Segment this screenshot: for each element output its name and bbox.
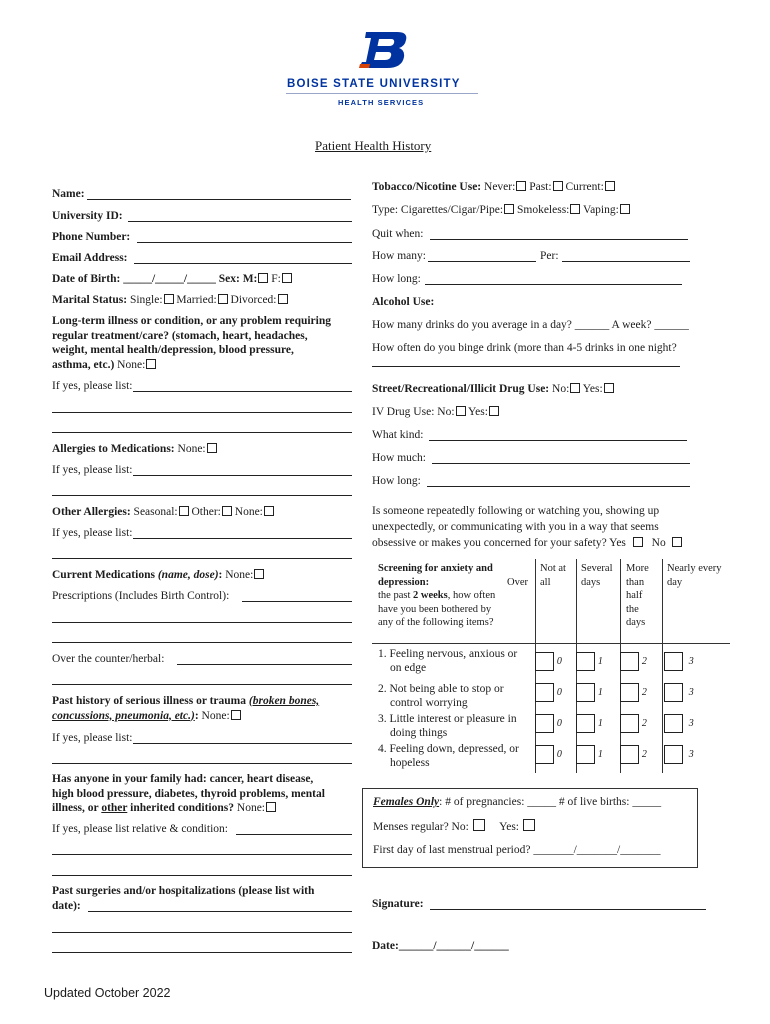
single-label: Single: bbox=[129, 294, 163, 306]
item-3-line1: 3. Little interest or pleasure in bbox=[378, 713, 517, 725]
females-only-label: Females Only bbox=[373, 796, 440, 808]
row4-score-2 bbox=[620, 745, 647, 764]
screening-line3a: the past bbox=[378, 590, 411, 601]
vaping-label: Vaping: bbox=[583, 204, 619, 216]
dob-label: Date of Birth: _____/_____/_____ bbox=[52, 273, 216, 285]
smokeless-label: Smokeless: bbox=[516, 204, 570, 216]
longterm-question bbox=[52, 314, 362, 372]
row1-num-1: 1 bbox=[597, 656, 603, 668]
name-label: Name: bbox=[52, 188, 85, 200]
row2-num-3: 3 bbox=[688, 687, 694, 699]
row3-num-1: 1 bbox=[597, 718, 603, 730]
longterm-if-yes: If yes, please list: bbox=[52, 380, 133, 392]
drug-no-checkbox[interactable] bbox=[570, 383, 580, 393]
family-line3b: other bbox=[101, 802, 128, 814]
longterm-line4: asthma, etc.) bbox=[52, 358, 115, 371]
iv-no-checkbox[interactable] bbox=[456, 406, 466, 416]
vaping-checkbox[interactable] bbox=[620, 204, 630, 214]
screening-over: Over bbox=[507, 576, 528, 588]
longterm-line3: weight, mental health/depression, blood pressure, bbox=[52, 344, 294, 356]
row1-checkbox-2[interactable] bbox=[620, 652, 639, 671]
item-1-line1: 1. Feeling nervous, anxious or bbox=[378, 648, 518, 660]
relative-field-1[interactable] bbox=[236, 834, 352, 835]
row2-num-0: 0 bbox=[556, 687, 562, 699]
prescriptions-field-3[interactable] bbox=[52, 642, 352, 643]
otc-field-1[interactable] bbox=[177, 664, 352, 665]
marital-label: Marital Status: bbox=[52, 294, 128, 306]
row2-score-0 bbox=[535, 683, 562, 702]
per-field[interactable] bbox=[562, 261, 690, 262]
allergies-med-if-yes: If yes, please list: bbox=[52, 464, 133, 476]
row2-score-3 bbox=[664, 683, 694, 702]
surgeries-line1: Past surgeries and/or hospitalizations (please list with bbox=[52, 885, 315, 897]
col-header-several-days: Several days bbox=[581, 563, 613, 588]
drug-no-label: No: bbox=[552, 383, 570, 395]
allergies-med-field-1[interactable] bbox=[133, 475, 352, 476]
header-divider bbox=[286, 93, 478, 94]
other-allergies-field-1[interactable] bbox=[133, 538, 352, 539]
current-meds-label: Current Medications bbox=[52, 569, 155, 581]
row3-score-3 bbox=[664, 714, 694, 733]
iv-label: IV Drug Use: bbox=[372, 406, 435, 418]
longterm-field-1[interactable] bbox=[133, 391, 352, 392]
row2-score-1 bbox=[576, 683, 603, 702]
other-allergies-if-yes: If yes, please list: bbox=[52, 527, 133, 539]
iv-yes-label: Yes: bbox=[467, 406, 488, 418]
longterm-line1: Long-term illness or condition, or any problem requiring bbox=[52, 315, 331, 327]
safety-no-checkbox[interactable] bbox=[672, 537, 682, 547]
safety-line2: unexpectedly, or communicating with you in a way that seems bbox=[372, 521, 659, 533]
never-label: Never: bbox=[484, 181, 516, 193]
how-much-label: How much: bbox=[372, 452, 426, 464]
drinks-question: How many drinks do you average in a day? ______ A week? ______ bbox=[372, 319, 689, 331]
seasonal-label: Seasonal: bbox=[133, 506, 178, 518]
longterm-field-3[interactable] bbox=[52, 432, 352, 433]
row2-checkbox-0[interactable] bbox=[535, 683, 554, 702]
row4-num-2: 2 bbox=[641, 749, 647, 761]
row2-score-2 bbox=[620, 683, 647, 702]
row4-score-1 bbox=[576, 745, 603, 764]
row2-checkbox-3[interactable] bbox=[664, 683, 683, 702]
drug-yes-label: Yes: bbox=[582, 383, 603, 395]
screening-table bbox=[372, 559, 730, 773]
relative-field-3[interactable] bbox=[52, 875, 352, 876]
smokeless-checkbox[interactable] bbox=[570, 204, 580, 214]
row3-checkbox-2[interactable] bbox=[620, 714, 639, 733]
per-label: Per: bbox=[540, 250, 559, 262]
what-kind-field[interactable] bbox=[429, 440, 687, 441]
screening-item-4 bbox=[378, 742, 534, 770]
current-meds-row: Current Medications (name, dose): None: bbox=[52, 568, 264, 582]
name-field[interactable] bbox=[87, 199, 351, 200]
screening-line1: Screening for anxiety and bbox=[378, 563, 493, 574]
drug-how-long-field[interactable] bbox=[427, 486, 690, 487]
what-kind-label: What kind: bbox=[372, 429, 424, 441]
email-field[interactable] bbox=[134, 263, 352, 264]
menses-label: Menses regular? No: bbox=[373, 821, 469, 833]
family-line2: high blood pressure, diabetes, thyroid problems, mental bbox=[52, 787, 325, 800]
seasonal-checkbox[interactable] bbox=[179, 506, 189, 516]
current-meds-none-label: None: bbox=[225, 569, 254, 581]
married-checkbox[interactable] bbox=[218, 294, 228, 304]
relative-label: If yes, please list relative & condition: bbox=[52, 823, 228, 835]
row3-checkbox-1[interactable] bbox=[576, 714, 595, 733]
drug-row bbox=[372, 382, 614, 396]
item-2-line2: control worrying bbox=[390, 697, 468, 709]
past-history-label: Past history of serious illness or trauma bbox=[52, 695, 247, 707]
row3-checkbox-0[interactable] bbox=[535, 714, 554, 733]
past-history-field-2[interactable] bbox=[52, 763, 352, 764]
prescriptions-label: Prescriptions (Includes Birth Control): bbox=[52, 590, 230, 602]
row1-score-0 bbox=[535, 652, 562, 671]
drug-yes-checkbox[interactable] bbox=[604, 383, 614, 393]
screening-line3b: 2 weeks bbox=[413, 590, 448, 601]
row1-score-3 bbox=[664, 652, 694, 671]
longterm-none-label: None: bbox=[117, 358, 146, 371]
surgeries-field-2[interactable] bbox=[52, 932, 352, 933]
menses-yes-checkbox[interactable] bbox=[523, 819, 535, 831]
longterm-none-checkbox[interactable] bbox=[146, 359, 156, 369]
allergies-med-label: Allergies to Medications: bbox=[52, 443, 175, 455]
safety-yes-checkbox[interactable] bbox=[633, 537, 643, 547]
screening-header-rule bbox=[372, 643, 730, 644]
tobacco-how-long-field[interactable] bbox=[425, 284, 682, 285]
how-many-field[interactable] bbox=[428, 261, 536, 262]
row1-num-3: 3 bbox=[688, 656, 694, 668]
screening-line5: any of the following items? bbox=[378, 617, 494, 628]
other-allergies-field-2[interactable] bbox=[52, 558, 352, 559]
logo bbox=[357, 30, 409, 70]
iv-row bbox=[372, 405, 499, 419]
past-history-if-yes: If yes, please list: bbox=[52, 732, 133, 744]
row1-num-0: 0 bbox=[556, 656, 562, 668]
screening-item-3 bbox=[378, 712, 534, 740]
divorced-label: Divorced: bbox=[230, 294, 277, 306]
binge-field[interactable] bbox=[372, 366, 680, 367]
longterm-line2: regular treatment/care? (stomach, heart, headaches, bbox=[52, 329, 308, 342]
single-checkbox[interactable] bbox=[164, 294, 174, 304]
row3-num-2: 2 bbox=[641, 718, 647, 730]
phone-field[interactable] bbox=[137, 242, 352, 243]
family-line3a: illness, or bbox=[52, 802, 99, 814]
type-row bbox=[372, 203, 630, 217]
females-only-box bbox=[362, 788, 698, 868]
iv-no-label: No: bbox=[437, 406, 455, 418]
type-label: Type: Cigarettes/Cigar/Pipe: bbox=[372, 204, 504, 216]
allergies-med-field-2[interactable] bbox=[52, 495, 352, 496]
signature-field[interactable] bbox=[430, 909, 706, 910]
footer-updated: Updated October 2022 bbox=[44, 986, 171, 1000]
row3-score-2 bbox=[620, 714, 647, 733]
past-history-example-2: concussions, pneumonia, etc.) bbox=[52, 709, 195, 722]
row1-checkbox-3[interactable] bbox=[664, 652, 683, 671]
iv-yes-checkbox[interactable] bbox=[489, 406, 499, 416]
past-checkbox[interactable] bbox=[553, 181, 563, 191]
screening-line4: have you been bothered by bbox=[378, 603, 492, 615]
sex-m-checkbox[interactable] bbox=[258, 273, 268, 283]
how-many-label: How many: bbox=[372, 250, 426, 262]
univ-id-field[interactable] bbox=[128, 221, 352, 222]
col-header-nearly-every-day: Nearly every day bbox=[667, 563, 722, 588]
prescriptions-field-2[interactable] bbox=[52, 622, 352, 623]
sex-f-label: F: bbox=[271, 273, 281, 285]
other-allergies-row bbox=[52, 505, 274, 519]
family-line3c: inherited conditions? bbox=[130, 802, 235, 814]
item-1-line2: on edge bbox=[390, 662, 427, 674]
pregnancies-label: : # of pregnancies: _____ # of live births: _____ bbox=[439, 796, 662, 808]
family-none-label: None: bbox=[236, 802, 265, 814]
phone-label: Phone Number: bbox=[52, 231, 131, 243]
otc-label: Over the counter/herbal: bbox=[52, 653, 165, 665]
name-dose-label: (name, dose) bbox=[157, 569, 219, 581]
divorced-checkbox[interactable] bbox=[278, 294, 288, 304]
screening-line2: depression: bbox=[378, 576, 430, 588]
current-label: Current: bbox=[565, 181, 604, 193]
row4-num-0: 0 bbox=[556, 749, 562, 761]
other-label: Other: bbox=[191, 506, 221, 518]
row4-checkbox-3[interactable] bbox=[664, 745, 683, 764]
current-meds-none-checkbox[interactable] bbox=[254, 569, 264, 579]
item-3-line2: doing things bbox=[390, 727, 448, 739]
allergies-med-row bbox=[52, 442, 217, 456]
screening-item-2 bbox=[378, 682, 534, 710]
family-none-checkbox[interactable] bbox=[266, 802, 276, 812]
row1-checkbox-1[interactable] bbox=[576, 652, 595, 671]
surgeries-field-3[interactable] bbox=[52, 952, 352, 953]
row3-num-0: 0 bbox=[556, 718, 562, 730]
how-much-field[interactable] bbox=[432, 463, 690, 464]
row1-score-1 bbox=[576, 652, 603, 671]
past-history-example-1: (broken bones, bbox=[248, 695, 320, 707]
quit-field[interactable] bbox=[430, 239, 688, 240]
safety-no-label: No bbox=[651, 537, 666, 549]
item-4-line2: hopeless bbox=[390, 757, 430, 769]
tobacco-how-long-label: How long: bbox=[372, 273, 421, 285]
current-checkbox[interactable] bbox=[605, 181, 615, 191]
row2-num-2: 2 bbox=[641, 687, 647, 699]
org-name: BOISE STATE UNIVERSITY bbox=[287, 78, 461, 90]
dob-row bbox=[52, 272, 292, 286]
married-label: Married: bbox=[176, 294, 217, 306]
menses-yes-label: Yes: bbox=[499, 821, 519, 833]
other-allergies-none-label: None: bbox=[234, 506, 263, 518]
row3-checkbox-3[interactable] bbox=[664, 714, 683, 733]
lmp-label: First day of last menstrual period? _______/_______/_______ bbox=[373, 844, 661, 856]
row1-checkbox-0[interactable] bbox=[535, 652, 554, 671]
row3-score-1 bbox=[576, 714, 603, 733]
surgeries-question bbox=[52, 884, 372, 913]
row4-num-3: 3 bbox=[688, 749, 694, 761]
row3-score-0 bbox=[535, 714, 562, 733]
quit-label: Quit when: bbox=[372, 228, 424, 240]
safety-line1: Is someone repeatedly following or watching you, showing up bbox=[372, 505, 660, 517]
sex-f-checkbox[interactable] bbox=[282, 273, 292, 283]
screening-col-divider-4 bbox=[662, 559, 663, 773]
cigarettes-checkbox[interactable] bbox=[504, 204, 514, 214]
drug-how-long-label: How long: bbox=[372, 475, 421, 487]
row2-checkbox-2[interactable] bbox=[620, 683, 639, 702]
dept-name: HEALTH SERVICES bbox=[338, 98, 425, 107]
safety-question bbox=[372, 503, 712, 551]
row4-checkbox-0[interactable] bbox=[535, 745, 554, 764]
pregnancies-row bbox=[373, 795, 661, 809]
surgeries-line2: date): bbox=[52, 899, 81, 912]
other-allergies-label: Other Allergies: bbox=[52, 506, 131, 518]
surgeries-field-1[interactable] bbox=[88, 911, 352, 912]
drug-label: Street/Recreational/Illicit Drug Use: bbox=[372, 383, 550, 395]
row4-checkbox-2[interactable] bbox=[620, 745, 639, 764]
menses-no-checkbox[interactable] bbox=[473, 819, 485, 831]
signature-label: Signature: bbox=[372, 898, 424, 910]
row4-score-0 bbox=[535, 745, 562, 764]
past-history-none-label: None: bbox=[201, 709, 230, 722]
item-4-line1: 4. Feeling down, depressed, or bbox=[378, 743, 519, 755]
row2-num-1: 1 bbox=[597, 687, 603, 699]
relative-field-2[interactable] bbox=[52, 854, 352, 855]
col-header-not-at-all: Not at all bbox=[540, 563, 566, 588]
menses-row bbox=[373, 819, 535, 834]
past-history-none-checkbox[interactable] bbox=[231, 710, 241, 720]
alcohol-label: Alcohol Use: bbox=[372, 296, 435, 308]
row4-score-3 bbox=[664, 745, 694, 764]
col-header-more-than-half: More than half the days bbox=[626, 563, 649, 628]
tobacco-row bbox=[372, 180, 615, 194]
other-checkbox[interactable] bbox=[222, 506, 232, 516]
never-checkbox[interactable] bbox=[516, 181, 526, 191]
tobacco-label: Tobacco/Nicotine Use: bbox=[372, 181, 482, 193]
longterm-field-2[interactable] bbox=[52, 412, 352, 413]
date-label: Date:______/______/______ bbox=[372, 940, 509, 952]
sex-label: Sex: M: bbox=[218, 273, 258, 285]
allergies-med-none-label: None: bbox=[177, 443, 206, 455]
past-label: Past: bbox=[529, 181, 552, 193]
row1-num-2: 2 bbox=[641, 656, 647, 668]
binge-question: How often do you binge drink (more than 4-5 drinks in one night? bbox=[372, 342, 677, 354]
allergies-med-none-checkbox[interactable] bbox=[207, 443, 217, 453]
family-line1: Has anyone in your family had: cancer, heart disease, bbox=[52, 773, 314, 785]
screening-question bbox=[378, 562, 528, 630]
past-history-question: Past history of serious illness or trauma (broken bones, concussions, pneumonia, etc.): None: bbox=[52, 695, 320, 722]
other-allergies-none-checkbox[interactable] bbox=[264, 506, 274, 516]
past-history-field-1[interactable] bbox=[133, 743, 352, 744]
item-2-line1: 2. Not being able to stop or bbox=[378, 683, 504, 695]
screening-line3c: , how often bbox=[447, 590, 496, 601]
marital-row bbox=[52, 293, 288, 307]
row3-num-3: 3 bbox=[688, 718, 694, 730]
row1-score-2 bbox=[620, 652, 647, 671]
row4-checkbox-1[interactable] bbox=[576, 745, 595, 764]
family-question bbox=[52, 772, 372, 816]
screening-item-1 bbox=[378, 647, 534, 675]
row2-checkbox-1[interactable] bbox=[576, 683, 595, 702]
page-title: Patient Health History bbox=[315, 138, 432, 153]
email-label: Email Address: bbox=[52, 252, 128, 264]
otc-field-2[interactable] bbox=[52, 684, 352, 685]
safety-line3: obsessive or makes you concerned for your safety? Yes bbox=[372, 537, 626, 549]
bsu-b-logo-icon bbox=[357, 30, 409, 70]
prescriptions-field-1[interactable] bbox=[242, 601, 352, 602]
univ-id-label: University ID: bbox=[52, 210, 123, 222]
row4-num-1: 1 bbox=[597, 749, 603, 761]
